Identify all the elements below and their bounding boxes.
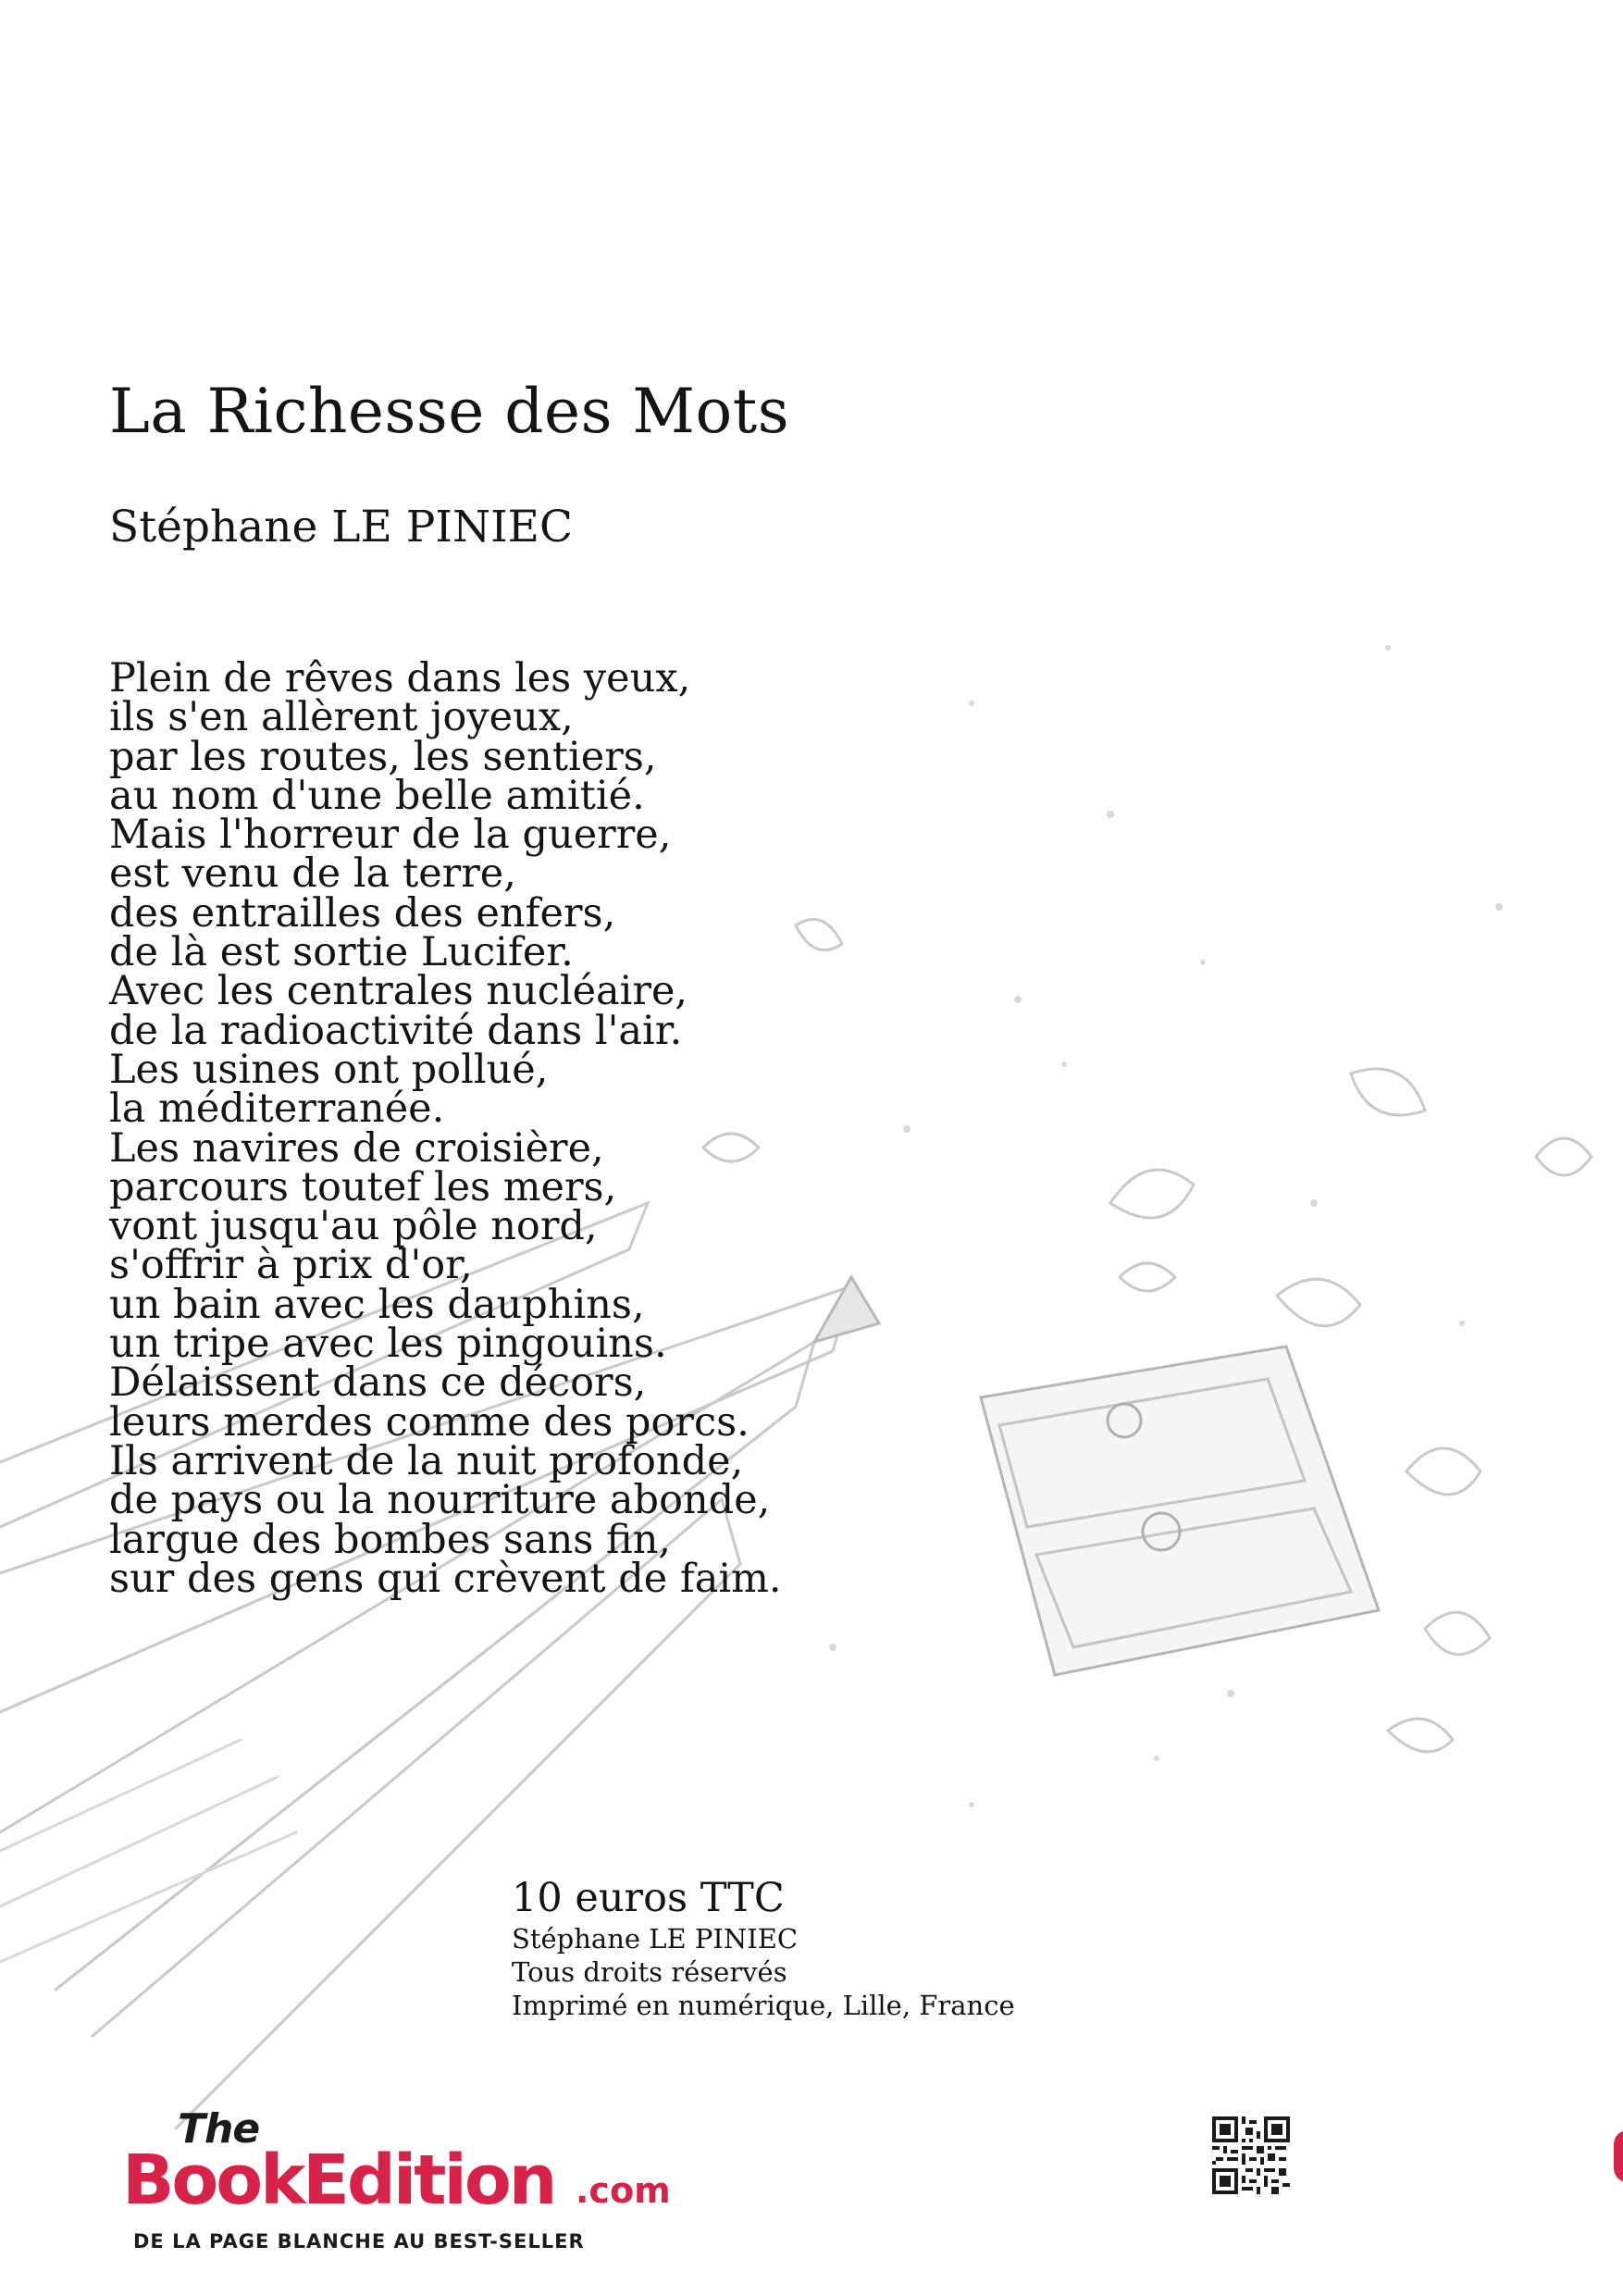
logo-name: BookEdition <box>122 2141 555 2220</box>
poem-line: est venu de la terre, <box>109 850 516 898</box>
author-name: Stéphane LE PINIEC <box>109 502 573 552</box>
poem-line: parcours toutef les mers, <box>109 1163 617 1210</box>
colophon-author: Stéphane LE PINIEC <box>512 1923 799 1955</box>
red-edge-marker <box>1614 2130 1623 2182</box>
poem-line: Mais l'horreur de la guerre, <box>109 812 672 859</box>
logo-domain: .com <box>576 2170 671 2211</box>
poem-line: des entrailles des enfers, <box>109 889 616 937</box>
poem-line: largue des bombes sans fin, <box>109 1516 672 1563</box>
poem-line: de là est sortie Lucifer. <box>109 929 574 976</box>
poem-line: Délaissent dans ce décors, <box>109 1359 647 1407</box>
poem-line: sur des gens qui crèvent de faim. <box>109 1555 782 1602</box>
poem-line: Les navires de croisière, <box>109 1124 604 1172</box>
poem-line: ils s'en allèrent joyeux, <box>109 694 574 741</box>
poem-line: la méditerranée. <box>109 1086 445 1133</box>
printing-info: Imprimé en numérique, Lille, France <box>512 1990 1015 2021</box>
poem-line: leurs merdes comme des porcs. <box>109 1398 750 1446</box>
poem-line: Ils arrivent de la nuit profonde, <box>109 1437 744 1484</box>
qr-code-icon <box>1212 2116 1290 2194</box>
poem-line: vont jusqu'au pôle nord, <box>109 1203 598 1250</box>
poem-line: Les usines ont pollué, <box>109 1046 549 1093</box>
publisher-logo <box>122 2105 677 2272</box>
colophon <box>512 1874 1015 2022</box>
poem-text <box>109 655 782 1602</box>
logo-tagline: DE LA PAGE BLANCHE AU BEST-SELLER <box>133 2230 585 2253</box>
poem-line: de la radioactivité dans l'air. <box>109 1007 683 1054</box>
book-title: La Richesse des Mots <box>109 376 790 447</box>
price: 10 euros TTC <box>512 1875 785 1921</box>
rights-notice: Tous droits réservés <box>512 1956 787 1988</box>
poem-line: un tripe avec les pingouins. <box>109 1321 667 1368</box>
poem-line: s'offrir à prix d'or, <box>109 1242 473 1289</box>
poem-line: un bain avec les dauphins, <box>109 1281 645 1328</box>
poem-line: Plein de rêves dans les yeux, <box>109 655 691 701</box>
poem-line: de pays ou la nourriture abonde, <box>109 1477 771 1524</box>
poem-line: au nom d'une belle amitié. <box>109 772 645 819</box>
poem-line: par les routes, les sentiers, <box>109 733 657 780</box>
logo-the: The <box>178 2105 260 2153</box>
poem-line: Avec les centrales nucléaire, <box>109 968 688 1015</box>
